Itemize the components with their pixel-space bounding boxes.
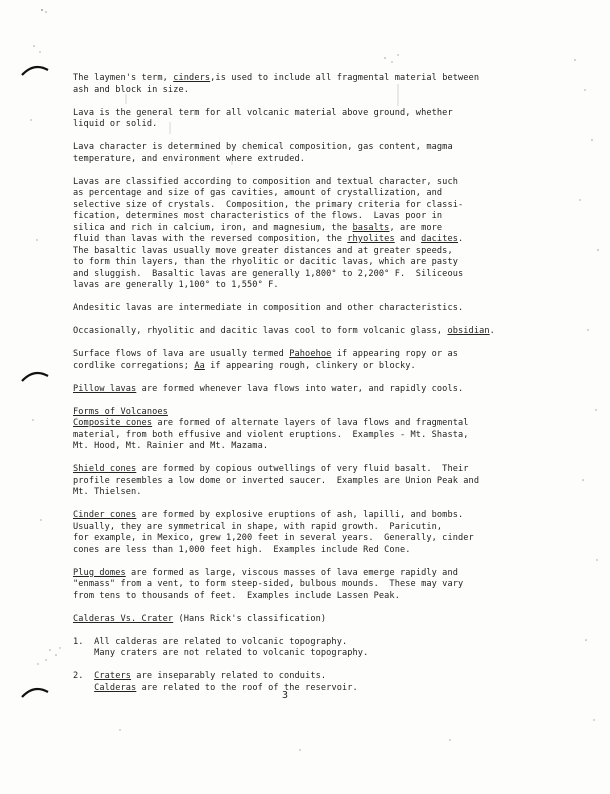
paragraph-gap	[73, 556, 521, 568]
text-line	[73, 211, 521, 223]
text-line	[73, 430, 521, 442]
text-run: Lava character is determined by chemical composition, gas content, magma	[73, 142, 453, 152]
text-line	[73, 326, 521, 338]
text-run: The basaltic lavas usually move greater distances and at greater speeds,	[73, 245, 453, 256]
text-run: 1. All calderas are related to volcanic topography.	[73, 636, 348, 647]
document-body	[73, 73, 521, 694]
text-run: silica and rich in calcium, iron, and magnesium, the	[73, 222, 353, 233]
text-run: Usually, they are symmetrical in shape, with rapid growth. Paricutin,	[73, 521, 443, 532]
text-run: The laymen's term,	[73, 73, 174, 83]
underlined-term: Pillow lavas	[73, 383, 137, 394]
paragraph-gap	[73, 453, 521, 465]
text-line	[73, 73, 521, 85]
underlined-term: dacites	[421, 234, 459, 244]
text-line	[73, 487, 521, 499]
text-run: ash and block in size.	[73, 84, 190, 95]
text-run: Occasionally, rhyolitic and dacitic lavas cool to form volcanic glass,	[73, 326, 448, 336]
text-line	[73, 464, 521, 476]
paragraph-gap	[73, 602, 521, 614]
text-run	[73, 683, 94, 693]
text-run: ,is used to include all fragmental material between	[210, 73, 480, 83]
underlined-term: Aa	[194, 360, 205, 371]
text-line	[73, 257, 521, 269]
text-run: 2.	[73, 671, 95, 681]
text-run: (Hans Rick's classification)	[173, 613, 327, 624]
text-line	[73, 533, 521, 545]
text-line	[73, 188, 521, 200]
text-line	[73, 246, 521, 258]
text-line	[73, 280, 521, 292]
underlined-term: Shield cones	[73, 464, 137, 474]
paragraph-gap	[73, 131, 521, 143]
text-run: material, from both effusive and violent eruptions. Examples - Mt. Shasta,	[73, 429, 469, 440]
text-line	[73, 177, 521, 189]
text-run: Mt. Hood, Mt. Rainier and Mt. Mazama.	[73, 441, 269, 451]
text-run: if appearing ropy or as	[331, 349, 459, 359]
text-run: fluid than lavas with the reversed composition, the	[73, 234, 348, 244]
text-run: are formed by copious outwellings of very fluid basalt. Their	[136, 464, 469, 474]
text-line	[73, 200, 521, 212]
text-line	[73, 418, 521, 430]
text-run: are inseparably related to conduits.	[131, 671, 327, 681]
text-run: .	[458, 234, 464, 244]
text-run: are formed by explosive eruptions of ash, lapilli, and bombs.	[136, 510, 464, 520]
text-run: Surface flows of lava are usually termed	[73, 349, 290, 359]
text-run: profile resembles a low dome or inverted saucer. Examples are Union Peak and	[73, 475, 480, 486]
paragraph-gap	[73, 315, 521, 327]
text-run: are formed of alternate layers of lava flows and fragmental	[152, 418, 469, 428]
text-line	[73, 522, 521, 534]
text-run: are formed whenever lava flows into water, and rapidly cools.	[136, 383, 464, 394]
text-run: fication, determines most characteristics of the flows. Lavas poor in	[73, 211, 443, 221]
paragraph-gap	[73, 338, 521, 350]
text-run: Mt. Thielsen.	[73, 487, 142, 497]
paragraph-gap	[73, 96, 521, 108]
underlined-term: rhyolites	[347, 234, 395, 244]
text-run: as percentage and size of gas cavities, amount of crystallization, and	[73, 188, 443, 198]
text-line	[73, 671, 521, 683]
text-line	[73, 637, 521, 649]
text-line	[73, 142, 521, 154]
text-run: lavas are generally 1,100° to 1,550° F.	[73, 280, 279, 290]
text-line	[73, 591, 521, 603]
text-run: if appearing rough, clinkery or blocky.	[204, 360, 416, 371]
text-line	[73, 349, 521, 361]
text-line	[73, 579, 521, 591]
text-run: and	[394, 234, 422, 244]
text-line	[73, 568, 521, 580]
text-run: Andesitic lavas are intermediate in composition and other characteristics.	[73, 303, 464, 313]
paragraph-gap	[73, 372, 521, 384]
text-run: selective size of crystals. Composition, the primary criteria for classi-	[73, 199, 464, 210]
underlined-term: basalts	[352, 222, 390, 233]
underlined-term: cinders	[173, 73, 211, 83]
underlined-term: Calderas Vs. Crater	[73, 613, 174, 624]
text-line	[73, 303, 521, 315]
text-line	[73, 648, 521, 660]
text-run: Lavas are classified according to composition and textual character, such	[73, 176, 458, 187]
text-run: cordlike corregations;	[73, 360, 195, 371]
underlined-term: Composite cones	[73, 418, 153, 428]
paragraph-gap	[73, 292, 521, 304]
text-run: are related to the roof of the reservoir.	[136, 682, 358, 693]
text-run: Many craters are not related to volcanic topography.	[73, 648, 369, 658]
text-run: , are more	[389, 222, 443, 233]
text-run: cones are less than 1,000 feet high. Examples include Red Cone.	[73, 544, 411, 555]
text-line	[73, 234, 521, 246]
text-run: for example, in Mexico, grew 1,200 feet in several years. Generally, cinder	[73, 533, 474, 543]
text-run: and sluggish. Basaltic lavas are generally 1,800° to 2,200° F. Siliceous	[73, 268, 464, 279]
text-line	[73, 384, 521, 396]
underlined-term: Calderas	[94, 682, 137, 693]
paragraph-gap	[73, 165, 521, 177]
text-line	[73, 683, 521, 695]
paragraph-gap	[73, 625, 521, 637]
text-line	[73, 614, 521, 626]
paragraph-gap	[73, 660, 521, 672]
underlined-term: Craters	[94, 671, 132, 681]
paragraph-gap	[73, 395, 521, 407]
text-line	[73, 154, 521, 166]
text-run: from tens to thousands of feet. Examples include Lassen Peak.	[73, 590, 400, 601]
text-run: liquid or solid.	[73, 119, 158, 129]
page-number: 3	[282, 690, 289, 701]
text-line	[73, 108, 521, 120]
text-line	[73, 441, 521, 453]
text-line	[73, 510, 521, 522]
text-line	[73, 269, 521, 281]
underlined-term: Plug domes	[73, 567, 126, 578]
text-line	[73, 361, 521, 373]
text-run: to form thin layers, than the rhyolitic or dacitic lavas, which are pasty	[73, 257, 458, 267]
underlined-term: Cinder cones	[73, 510, 137, 520]
text-line	[73, 223, 521, 235]
text-run: .	[489, 326, 495, 336]
paragraph-gap	[73, 499, 521, 511]
underlined-term: Forms of Volcanoes	[73, 406, 168, 417]
text-line	[73, 407, 521, 419]
text-line	[73, 545, 521, 557]
text-run: temperature, and environment where extruded.	[73, 153, 306, 164]
text-line	[73, 119, 521, 131]
text-run: are formed as large, viscous masses of lava emerge rapidly and	[125, 567, 459, 578]
text-run: Lava is the general term for all volcanic material above ground, whether	[73, 107, 453, 118]
underlined-term: Pahoehoe	[289, 349, 332, 359]
text-run: "enmass" from a vent, to form steep-sided, bulbous mounds. These may vary	[73, 579, 464, 589]
text-line	[73, 476, 521, 488]
text-line	[73, 85, 521, 97]
underlined-term: obsidian	[447, 326, 490, 336]
